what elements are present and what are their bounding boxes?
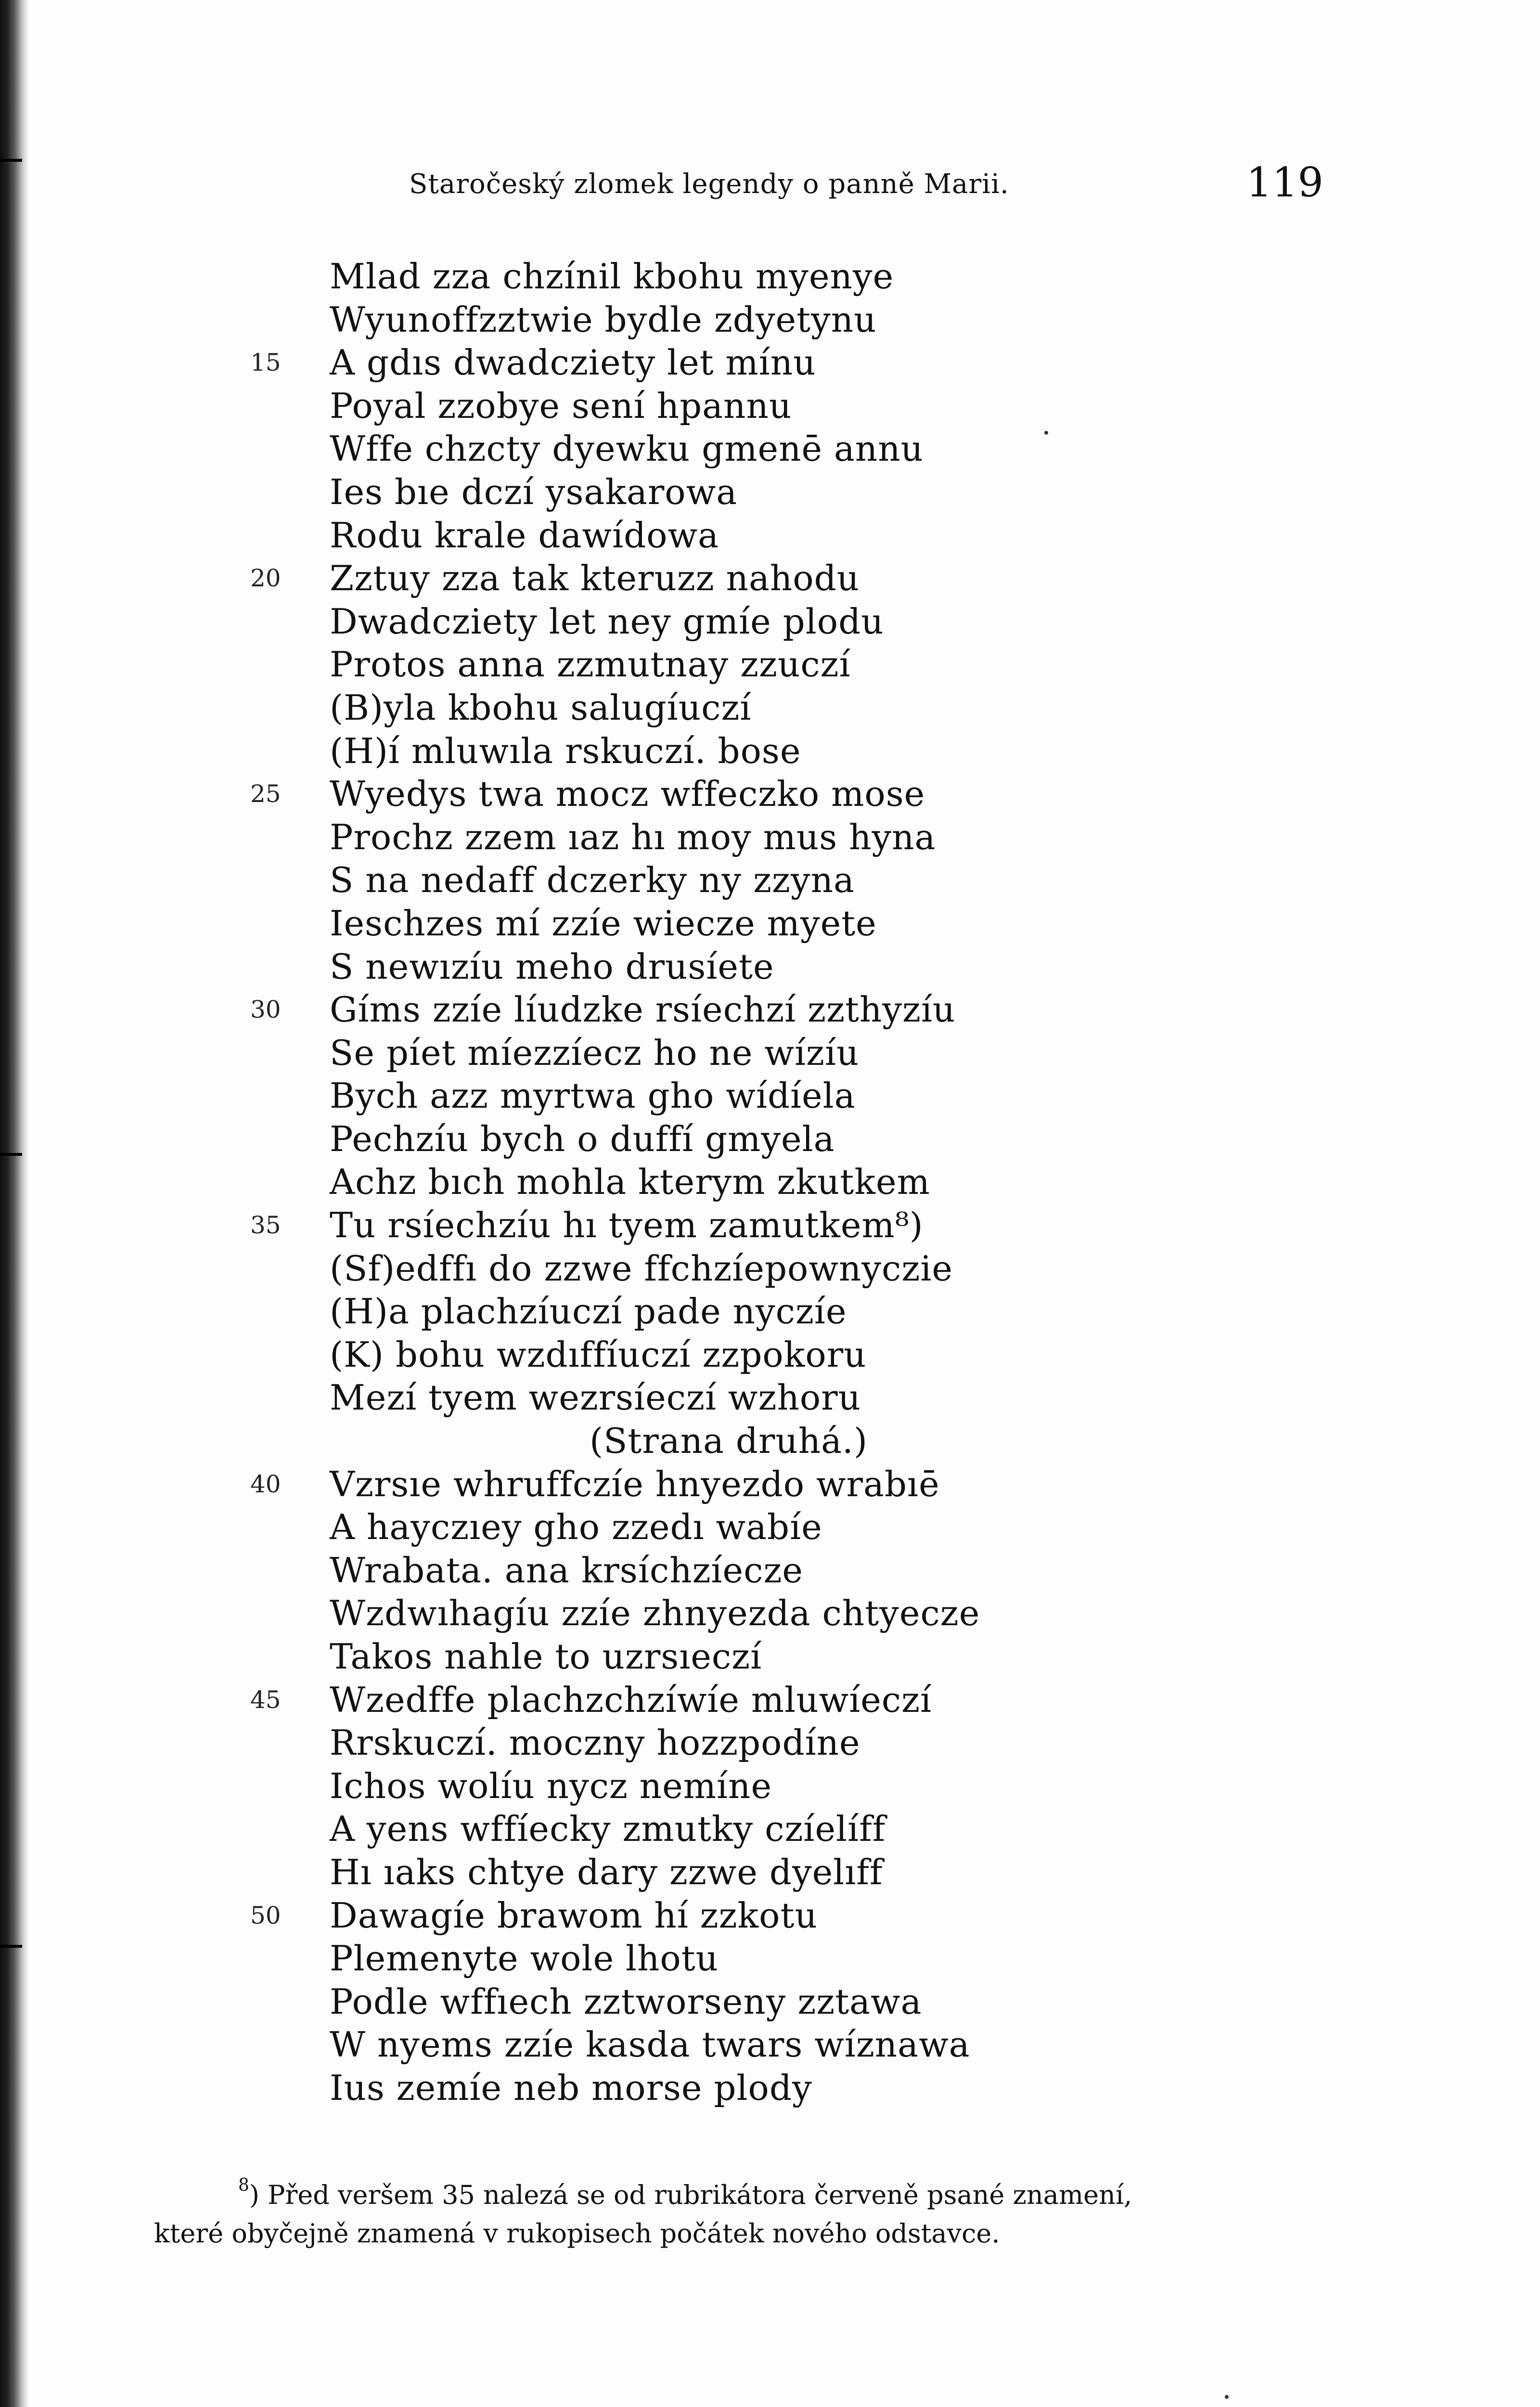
verse-line xyxy=(250,1851,1357,1894)
verse-text: Takos nahle to uzrsıeczí xyxy=(330,1636,762,1677)
verse-text: (K) bohu wzdıffíuczí zzpokoru xyxy=(330,1334,867,1375)
verse-line xyxy=(250,1765,1357,1808)
verse-text: Zztuy zza tak kteruzz nahodu xyxy=(330,558,860,599)
verse-text: Se píet míezzíecz ho ne wízíu xyxy=(330,1032,860,1073)
verse-text: Protos anna zzmutnay zzuczí xyxy=(330,644,851,685)
verse-line xyxy=(250,1118,1357,1161)
verse-text: W nyems zzíe kasda twars wíznawa xyxy=(330,2024,970,2065)
line-number: 20 xyxy=(250,564,281,593)
verse-line xyxy=(250,1592,1357,1635)
line-number: 40 xyxy=(250,1470,281,1498)
verse-text: Wzdwıhagíu zzíe zhnyezda chtyecze xyxy=(330,1593,980,1634)
verse-text: S newızíu meho drusíete xyxy=(330,946,774,987)
footnote-line xyxy=(154,2214,1328,2253)
verse-line xyxy=(250,341,1357,385)
verse-text: Achz bıch mohla kterym zkutkem xyxy=(330,1162,930,1203)
verse-line xyxy=(250,427,1357,471)
verse-line xyxy=(250,1290,1357,1333)
verse-text: Tu rsíechzíu hı tyem zamutkem⁸) xyxy=(330,1205,924,1246)
verse-line xyxy=(250,557,1357,600)
verse-line xyxy=(250,1333,1357,1377)
verse-text: (Sf)edffı do zzwe ffchzíepownyczie xyxy=(330,1248,953,1289)
verse-line xyxy=(250,2067,1357,2110)
verse-text: Wyunoffzztwie bydle zdyetynu xyxy=(330,299,877,340)
verse-line xyxy=(250,773,1357,816)
verse-text: Podle wffıech zztworseny zztawa xyxy=(330,1981,922,2022)
verse-line xyxy=(250,1376,1357,1420)
verse-text: Dwadcziety let ney gmíe plodu xyxy=(330,601,884,642)
verse-text: Rodu krale dawídowa xyxy=(330,515,719,556)
verse-line xyxy=(250,1808,1357,1851)
verse-line xyxy=(250,902,1357,945)
verse-text: S na nedaff dczerky ny zzyna xyxy=(330,860,855,901)
binding-mark xyxy=(0,159,22,162)
verse-text: Hı ıaks chtye dary zzwe dyelıff xyxy=(330,1851,883,1892)
verse-line xyxy=(250,686,1357,730)
line-number: 15 xyxy=(250,349,281,377)
verse-line xyxy=(250,1980,1357,2024)
verse-text: Ieschzes mí zzíe wiecze myete xyxy=(330,903,877,944)
verse-text: Mlad zza chzínil kbohu myenye xyxy=(330,256,894,297)
verse-line xyxy=(250,730,1357,773)
verse-text: Mezí tyem wezrsíeczí wzhoru xyxy=(330,1377,861,1418)
footnote xyxy=(154,2176,1328,2253)
page-number: 119 xyxy=(1246,159,1323,206)
section-heading xyxy=(250,1420,1357,1463)
verse-text: Gíms zzíe líudzke rsíechzí zzthyzíu xyxy=(330,989,956,1030)
verse-line xyxy=(250,255,1357,298)
verse-line xyxy=(250,988,1357,1032)
verse-text: Plemenyte wole lhotu xyxy=(330,1938,719,1979)
verse-text: Pechzíu bych o duffí gmyela xyxy=(330,1118,835,1159)
footnote-line xyxy=(154,2176,1328,2214)
verse-line xyxy=(250,1161,1357,1204)
verse-text: Vzrsıe whruffczíe hnyezdo wrabıē xyxy=(330,1463,940,1504)
verse-text: Prochz zzem ıaz hı moy mus hyna xyxy=(330,816,936,857)
verse-text: Poyal zzobye sení hpannu xyxy=(330,385,792,426)
verse-line xyxy=(250,471,1357,514)
verse-text: A gdıs dwadcziety let mínu xyxy=(330,342,816,383)
verse-text: Dawagíe brawom hí zzkotu xyxy=(330,1895,818,1936)
verse-line xyxy=(250,1032,1357,1075)
verse-line xyxy=(250,1074,1357,1118)
verse-text: Wzedffe plachzchzíwíe mluwíeczí xyxy=(330,1679,932,1720)
verse-line xyxy=(250,1937,1357,1980)
verse-line xyxy=(250,1721,1357,1765)
binding-mark xyxy=(0,1945,22,1948)
verse-text: Bych azz myrtwa gho wídíela xyxy=(330,1075,856,1116)
line-number: 30 xyxy=(250,996,281,1024)
verse-text: (H)í mluwıla rskuczí. bose xyxy=(330,730,801,771)
binding-mark xyxy=(0,1153,22,1156)
line-number: 50 xyxy=(250,1901,281,1929)
verse-text: A yens wffíecky zmutky czíelíff xyxy=(330,1809,886,1850)
verse-text: Ies bıe dczí ysakarowa xyxy=(330,471,738,512)
verse-line xyxy=(250,1894,1357,1938)
verse-line xyxy=(250,298,1357,342)
verse-text: (B)yla kbohu salugíuczí xyxy=(330,687,752,728)
verse-text: (H)a plachzíuczí pade nyczíe xyxy=(330,1291,847,1332)
footnote-marker: 8 xyxy=(238,2175,249,2195)
verse-line xyxy=(250,643,1357,686)
verse-text: A hayczıey gho zzedı wabíe xyxy=(330,1507,822,1548)
verse-line xyxy=(250,859,1357,902)
verse-line xyxy=(250,1463,1357,1506)
verse-text: Wffe chzcty dyewku gmenē annu xyxy=(330,428,924,469)
verse-line xyxy=(250,816,1357,859)
verse-line xyxy=(250,1679,1357,1722)
line-number: 25 xyxy=(250,780,281,808)
verse-line xyxy=(250,1549,1357,1592)
footnote-text: které obyčejně znamená v rukopisech počátek nového odstavce. xyxy=(154,2218,1000,2249)
verse-line xyxy=(250,945,1357,989)
verse-text: Wyedys twa mocz wffeczko mose xyxy=(330,774,925,815)
running-title: Staročeský zlomek legendy o panně Marii. xyxy=(409,168,1009,200)
section-heading-text: (Strana druhá.) xyxy=(590,1421,868,1462)
verse-line xyxy=(250,1635,1357,1679)
print-speck xyxy=(1044,431,1048,435)
line-number: 35 xyxy=(250,1211,281,1240)
verse-line xyxy=(250,2023,1357,2067)
verse-line xyxy=(250,600,1357,644)
verse-line xyxy=(250,385,1357,428)
verse-line xyxy=(250,1506,1357,1549)
poem-text xyxy=(250,255,1357,2110)
page-header xyxy=(409,159,1323,217)
line-number: 45 xyxy=(250,1685,281,1714)
verse-text: Rrskuczí. moczny hozzpodíne xyxy=(330,1722,860,1763)
footnote-text: ) Před veršem 35 nalezá se od rubrikátora červeně psané znamení, xyxy=(249,2180,1132,2210)
verse-line xyxy=(250,1204,1357,1247)
verse-text: Ius zemíe neb morse plody xyxy=(330,2067,812,2108)
verse-text: Ichos wolíu nycz nemíne xyxy=(330,1765,772,1806)
verse-text: Wrabata. ana krsíchzíecze xyxy=(330,1550,804,1591)
binding-edge xyxy=(0,0,29,2407)
verse-line xyxy=(250,1247,1357,1291)
print-speck xyxy=(1225,2395,1229,2399)
verse-line xyxy=(250,514,1357,557)
